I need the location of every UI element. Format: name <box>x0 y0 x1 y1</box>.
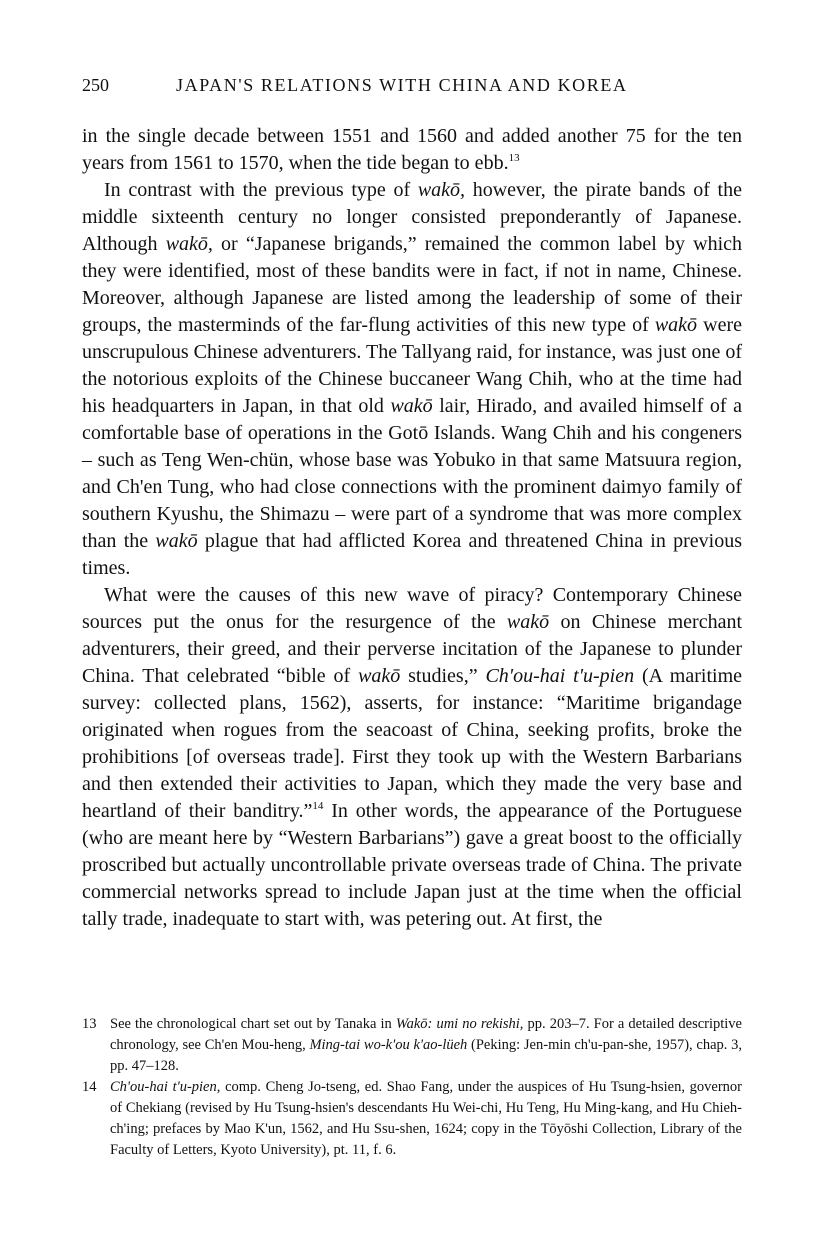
italic-term: wakō <box>390 395 433 417</box>
footnote-number: 14 <box>82 1079 97 1095</box>
paragraph-text: or “Japanese brigands,” remained the common label by which they were identified, most of these bandits were in fact, if not in name, Chinese. Moreover, although Japanese are listed among the leadership of some of their groups, the masterminds of the far-flung activities of this new type of <box>82 233 742 336</box>
footnote-number: 13 <box>82 1016 97 1032</box>
paragraph-text: What were the causes of this new wave of piracy? Contemporary Chinese sources put the onus for the resurgence of the <box>82 584 742 633</box>
italic-title: Ming-tai wo-k'ou k'ao-lüeh <box>309 1037 468 1053</box>
footnote-13 <box>82 1014 742 1077</box>
footnote-text: (Peking: Jen-min ch'u-pan-she, 1957), chap. 3, pp. 47–128. <box>110 1037 742 1074</box>
italic-title: Ch'ou-hai t'u-pien, <box>110 1079 221 1095</box>
book-title: Ch'ou-hai t'u-pien <box>485 665 635 687</box>
paragraph-text: on Chinese merchant adventurers, their greed, and their perverse incitation of the Japanese to plunder China. That celebrated “bible of <box>82 611 742 687</box>
paragraph-text: studies,” <box>400 665 486 687</box>
paragraph-text: however, the pirate bands of the middle sixteenth century no longer consisted preponderantly of Japanese. Although <box>82 179 742 255</box>
paragraph-text: In contrast with the previous type of <box>104 179 418 201</box>
body-text <box>82 123 742 933</box>
footnote-ref-13[interactable]: 13 <box>508 152 520 164</box>
footnote-text: See the chronological chart set out by Tanaka in <box>110 1016 396 1032</box>
italic-term: wakō, <box>165 233 213 255</box>
paragraph-text: were unscrupulous Chinese adventurers. The Tallyang raid, for instance, was just one of the notorious exploits of the Chinese buccaneer Wang Chih, who at the time had his headquarters in Japan, in that old <box>82 314 742 417</box>
italic-term: wakō <box>654 314 698 336</box>
paragraph-1 <box>82 123 742 177</box>
page-number: 250 <box>82 75 109 95</box>
footnote-ref-14[interactable]: 14 <box>312 800 324 812</box>
paragraph-text: in the single decade between 1551 and 1560 and added another 75 for the ten years from 1561 to 1570, when the tide began to ebb. <box>82 125 742 174</box>
italic-term: wakō <box>358 665 401 687</box>
running-header <box>82 73 762 97</box>
italic-term: wakō <box>155 530 198 552</box>
running-title: JAPAN'S RELATIONS WITH CHINA AND KOREA <box>176 75 628 95</box>
italic-term: wakō <box>506 611 550 633</box>
italic-title: Wakō: umi no rekishi, <box>395 1016 524 1032</box>
paragraph-2 <box>82 177 742 582</box>
paragraph-text: In other words, the appearance of the Portuguese (who are meant here by “Western Barbarians”) gave a great boost to the officially proscribed but actually uncontrollable private overseas trade of China. The private commercial networks spread to include Japan just at the time when the official tally trade, inadequate to start with, was petering out. At first, the <box>82 800 742 930</box>
paragraph-text: (A maritime survey: collected plans, 1562), asserts, for instance: “Maritime brigandage originated when rogues from the seacoast of China, seeking profits, broke the prohibitions [of overseas trade]. First they took up with the Western Barbarians and then extended their activities to Japan, which they made the very base and heartland of their banditry.” <box>82 665 743 822</box>
paragraph-text: lair, Hirado, and availed himself of a comfortable base of operations in the Gotō Islands. Wang Chih and his congeners – such as Teng Wen-chün, whose base was Yobuko in that same Matsuura region, and Ch'en Tung, who had close connections with the prominent daimyo family of southern Kyushu, the Shimazu – were part of a syndrome that was more complex than the <box>82 395 742 552</box>
paragraph-3 <box>82 582 742 933</box>
footnote-text: comp. Cheng Jo-tseng, ed. Shao Fang, under the auspices of Hu Tsung-hsien, governor of Chekiang (revised by Hu Tsung-hsien's descendants Hu Wei-chi, Hu Teng, Hu Ming-kang, and Hu Chieh-ch'ing; prefaces by Mao K'un, 1562, and Hu Ssu-shen, 1624; copy in the Tōyōshi Collection, Library of the Faculty of Letters, Kyoto University), pt. 11, f. 6. <box>110 1079 742 1158</box>
footnote-text: pp. 203–7. For a detailed descriptive chronology, see Ch'en Mou-heng, <box>110 1016 742 1053</box>
paragraph-text: plague that had afflicted Korea and threatened China in previous times. <box>82 530 742 579</box>
footnote-14 <box>82 1077 742 1161</box>
italic-term: wakō, <box>417 179 466 201</box>
footnotes <box>82 1014 742 1161</box>
